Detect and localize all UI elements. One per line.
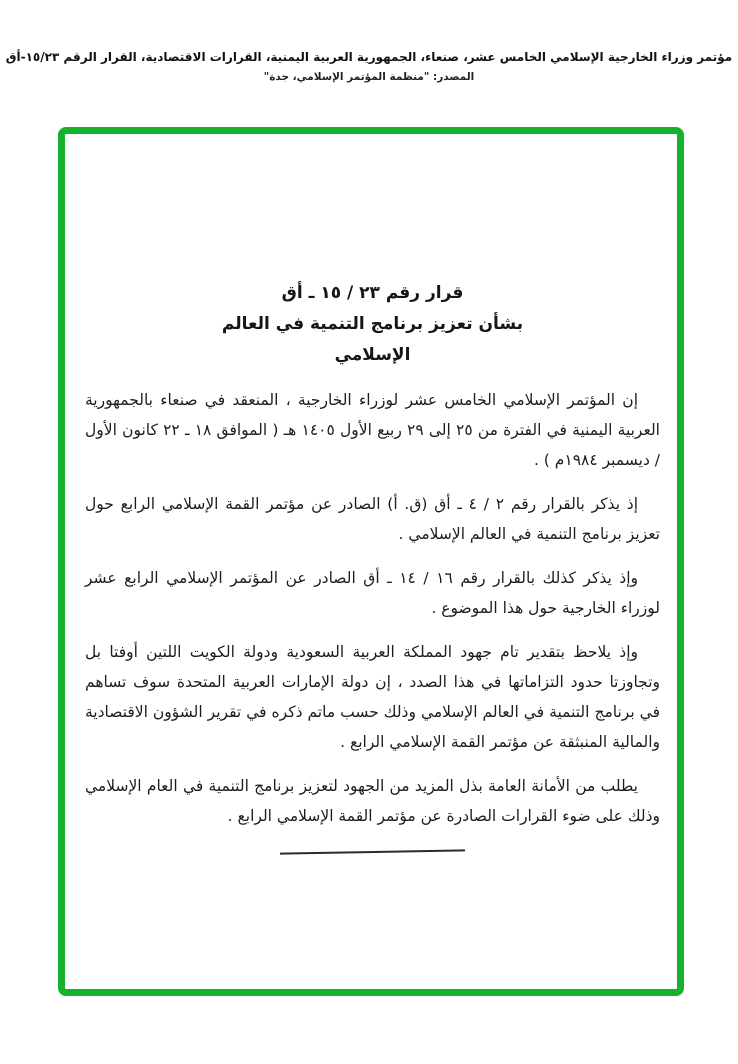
- title-line-number: قرار رقم ٢٣ / ١٥ ـ أق: [281, 283, 464, 303]
- citation-header: [0, 50, 738, 83]
- resolution-paragraph-recall-summit: إذ يذكر بالقرار رقم ٢ / ٤ ـ أق (ق. أ) الصادر عن مؤتمر القمة الإسلامي الرابع حول تعزيز برنامج التنمية في العالم الإسلامي .: [85, 495, 660, 543]
- document-body: [85, 278, 660, 853]
- resolution-paragraph-appreciation: وإذ يلاحظ بتقدير تام جهود المملكة العربية السعودية ودولة الكويت اللتين أوفتا بل وتجاوزتا حدود التزاماتها في هذا الصدد ، إن دولة الإمارات العربية المتحدة سوف تساهم في برنامج التنمية في العالم الإسلامي وذلك حسب ماتم ذكره في تقرير الشؤون الاقتصادية والمالية المنبثقة عن مؤتمر القمة الإسلامي الرابع .: [85, 643, 660, 751]
- resolution-title: [85, 278, 660, 371]
- resolution-paragraph-recall-icfm: وإذ يذكر كذلك بالقرار رقم ١٦ / ١٤ ـ أق الصادر عن المؤتمر الإسلامي الرابع عشر لوزراء الخارجية حول هذا الموضوع .: [85, 569, 660, 617]
- title-line-subject: بشأن تعزيز برنامج التنمية في العالم: [221, 314, 524, 334]
- citation-line: مؤتمر وزراء الخارجية الإسلامي الخامس عشر، صنعاء، الجمهورية العربية اليمنية، القرارات الاقتصادية، القرار الرقم ١٥/٢٣-أق: [5, 50, 733, 64]
- resolution-paragraph-preamble: إن المؤتمر الإسلامي الخامس عشر لوزراء الخارجية ، المنعقد في صنعاء بالجمهورية العربية اليمنية في الفترة من ٢٥ إلى ٢٩ ربيع الأول ١٤٠٥ هـ ( الموافق ١٨ ـ ٢٢ كانون الأول / ديسمبر ١٩٨٤م ) .: [85, 391, 660, 469]
- title-line-subject-cont: الإسلامي: [334, 345, 411, 365]
- source-line: المصدر: "منظمة المؤتمر الإسلامي، جدة": [263, 71, 475, 83]
- resolution-paragraph-request: يطلب من الأمانة العامة بذل المزيد من الجهود لتعزيز برنامج التنمية في العام الإسلامي وذلك على ضوء القرارات الصادرة عن مؤتمر القمة الإسلامي الرابع .: [85, 777, 660, 825]
